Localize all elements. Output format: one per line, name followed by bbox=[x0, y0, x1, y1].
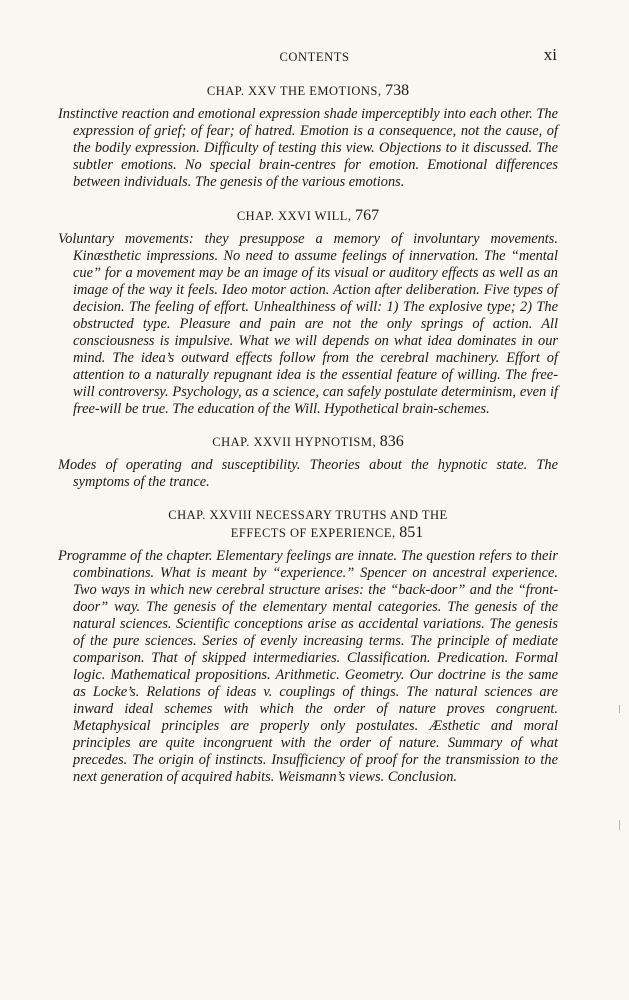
chapter-synopsis: Modes of operating and susceptibility. Theories about the hypnotic state. The symptoms of the trance. bbox=[58, 457, 558, 490]
chapter-title: CHAP. XXVI WILL, bbox=[236, 209, 352, 223]
chapter-synopsis: Voluntary movements: they presuppose a memory of involuntary movements. Kinæsthetic impressions. No need to assume feelings of innervation. The “mental cue” for a movement may be an image of its visual or auditory effects as well as an image of the way it feels. Ideo motor action. Action after deliberation. Five types of decision. The feeling of effort. Unhealthiness of will: 1) The explosive type; 2) The obstructed type. Pleasure and pain are not the only springs of action. All consciousness is impulsive. What we will depends on what idea dominates in our mind. The idea’s outward effects follow from the cerebral machinery. Effort of attention to a naturally repugnant idea is the essential feature of willing. The free-will controversy. Psychology, as a science, can safely postulate determinism, even if free-will be true. The education of the Will. Hypothetical brain-schemes. bbox=[58, 231, 558, 417]
chapter-title-line-1: CHAP. XXVIII NECESSARY TRUTHS AND THE bbox=[168, 508, 448, 522]
chapter-synopsis: Programme of the chapter. Elementary feelings are innate. The question refers to their combinations. What is meant by “experience.” Spencer on ancestral experience. Two ways in which new cerebral structure arises: the “back-door” and the “front-door” way. The genesis of the elementary mental categories. The genesis of the natural sciences. Scientific conceptions arise as accidental variations. The genesis of the pure sciences. Series of evenly increasing terms. The principle of mediate comparison. That of skipped intermediaries. Classification. Predication. Formal logic. Mathematical propositions. Arithmetic. Geometry. Our doctrine is the same as Locke’s. Relations of ideas v. couplings of things. The natural sciences are inward ideal schemes with which the order of nature proves congruent. Metaphysical principles are properly only postulates. Æsthetic and moral principles are quite incongruent with the order of nature. Summary of what precedes. The origin of instincts. Insufficiency of proof for the transmission to the next generation of acquired habits. Weismann’s views. Conclusion. bbox=[58, 548, 558, 785]
page-edge-mark bbox=[619, 820, 620, 830]
chapter-entry-27 bbox=[58, 433, 558, 491]
chapter-synopsis: Instinctive reaction and emotional expression shade imperceptibly into each other. The expression of grief; of fear; of hatred. Emotion is a consequence, not the cause, of the bodily expression. Difficulty of testing this view. Objections to it discussed. The subtler emotions. No special brain-centres for emotion. Emotional differences between individuals. The genesis of the various emotions. bbox=[58, 106, 558, 190]
chapter-page-number: 851 bbox=[399, 524, 424, 541]
chapter-page-number: 767 bbox=[355, 207, 380, 224]
chapter-title-line-2-wrap bbox=[58, 524, 558, 542]
page-number: xi bbox=[543, 45, 557, 64]
running-title: CONTENTS bbox=[279, 50, 350, 64]
chapter-heading bbox=[58, 207, 558, 225]
chapter-page-number: 738 bbox=[385, 82, 410, 99]
chapter-heading bbox=[58, 82, 558, 100]
chapter-title-line-2: EFFECTS OF EXPERIENCE, bbox=[230, 526, 396, 540]
page-edge-mark bbox=[619, 705, 620, 713]
chapter-title: CHAP. XXVII HYPNOTISM, bbox=[212, 435, 377, 449]
chapter-title: CHAP. XXV THE EMOTIONS, bbox=[206, 84, 382, 98]
chapter-heading bbox=[58, 433, 558, 451]
chapter-entry-26 bbox=[58, 207, 558, 418]
running-head bbox=[0, 47, 629, 67]
chapter-entry-28 bbox=[58, 506, 558, 786]
chapter-entry-25 bbox=[58, 82, 558, 191]
chapter-page-number: 836 bbox=[379, 433, 404, 450]
chapter-heading bbox=[58, 506, 558, 542]
contents-body bbox=[58, 82, 558, 786]
